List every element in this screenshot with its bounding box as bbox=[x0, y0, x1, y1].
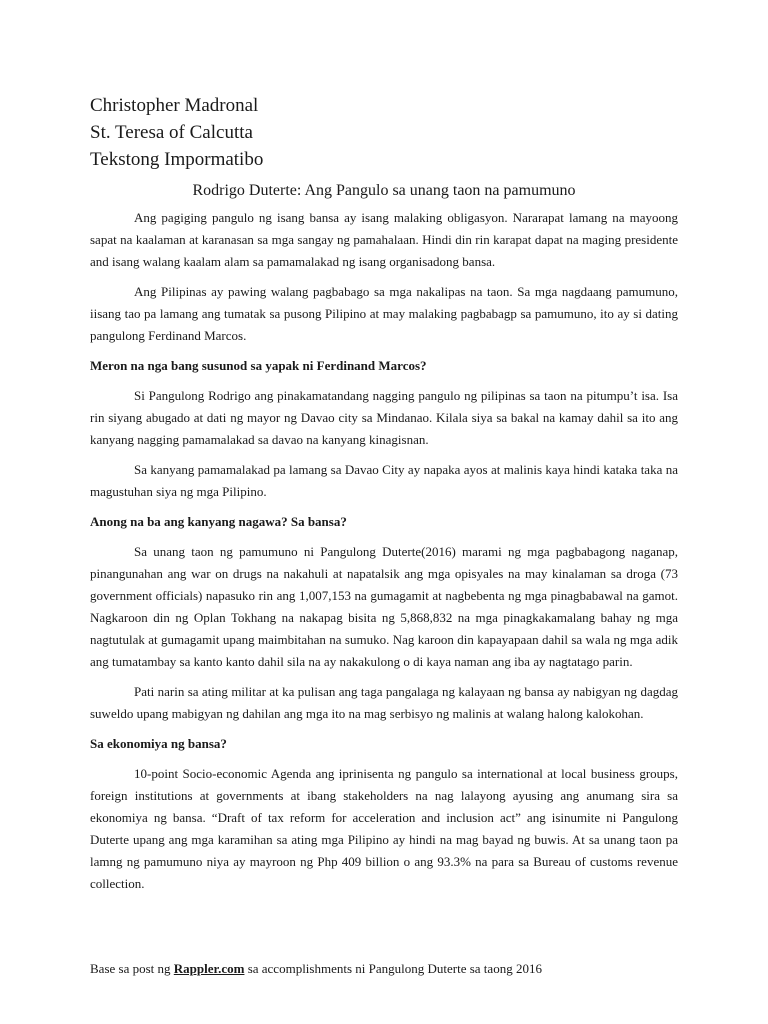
paragraph: Sa unang taon ng pamumuno ni Pangulong Duterte(2016) marami ng mga pagbabagong naganap, pinangunahan ang war on drugs na nakahuli at napatalsik ang mga opisyales na may kinalaman sa droga (73 government officials) napasuko rin ang 1,007,153 na gumagamit at nagbebenta ng mga pinagbabawal na gamot. Nagkaroon din ng Oplan Tokhang na nakapag bisita ng 5,868,832 na mga pinagkakamalang bahay ng mga nagtutulak at gumagamit upang maimbitahan na sumuko. Nag karoon din kapayapaan dahil sa wala ng mga adik ang tumatambay sa kanto kanto dahil sila na ay nakakulong o di kaya naman ang iba ay nagtatago parin. bbox=[90, 544, 678, 669]
footer-prefix: Base sa post ng bbox=[90, 961, 174, 976]
source-footer bbox=[90, 958, 542, 980]
paragraph: Si Pangulong Rodrigo ang pinakamatandang nagging pangulo ng pilipinas sa taon na pitumpu’t isa. Isa rin siyang abugado at dati ng mayor ng Davao city sa Mindanao. Kilala siya sa bakal na kamay dahil sa ito ang kanyang nagging pamamalakad sa davao na kanyang kinagisnan. bbox=[90, 388, 678, 447]
section-heading: Anong na ba ang kanyang nagawa? Sa bansa? bbox=[90, 514, 347, 529]
document-body bbox=[90, 207, 678, 903]
section-heading: Meron na nga bang susunod sa yapak ni Ferdinand Marcos? bbox=[90, 358, 427, 373]
author-name: Christopher Madronal bbox=[90, 95, 259, 116]
footer-suffix: sa accomplishments ni Pangulong Duterte sa taong 2016 bbox=[244, 961, 542, 976]
document-title: Rodrigo Duterte: Ang Pangulo sa unang taon na pamumuno bbox=[192, 182, 576, 199]
paragraph: 10-point Socio-economic Agenda ang iprinisenta ng pangulo sa international at local business groups, foreign institutions at governments at ibang stakeholders na nag lalayong ayusing ang anumang sira sa ekonomiya ng bansa. “Draft of tax reform for acceleration and inclusion act” ang isinumite ni Pangulong Duterte upang ang mga karamihan sa ating mga Pilipino ay hindi na mag bayad ng buwis. At sa unang taon pa lamng ng pamumuno niya ay mayroon ng Php 409 billion o ang 93.3% na para sa Bureau of customs revenue collection. bbox=[90, 766, 678, 891]
paragraph: Sa kanyang pamamalakad pa lamang sa Davao City ay napaka ayos at malinis kaya hindi kataka taka na magustuhan siya ng mga Pilipino. bbox=[90, 462, 678, 499]
section-name: St. Teresa of Calcutta bbox=[90, 122, 253, 143]
paragraph: Ang Pilipinas ay pawing walang pagbabago sa mga nakalipas na taon. Sa mga nagdaang pamumuno, iisang tao pa lamang ang tumatak sa pusong Pilipino at may malaking pagbabagp sa pamumuno, ito ay si dating pangulong Ferdinand Marcos. bbox=[90, 284, 678, 343]
paragraph: Pati narin sa ating militar at ka pulisan ang taga pangalaga ng kalayaan ng bansa ay nabigyan ng dagdag suweldo upang mabigyan ng dahilan ang mga ito na mag serbisyo ng malinis at walang halong kalokohan. bbox=[90, 684, 678, 721]
document-header bbox=[90, 92, 263, 173]
paragraph: Ang pagiging pangulo ng isang bansa ay isang malaking obligasyon. Nararapat lamang na mayoong sapat na kaalaman at karanasan sa mga sangay ng pamahalaan. Hindi din rin karapat dapat na maging presidente and isang walang kaalam alam sa pamamalakad ng isang organisadong bansa. bbox=[90, 210, 678, 269]
source-link[interactable]: Rappler.com bbox=[173, 961, 245, 976]
subject-name: Tekstong Impormatibo bbox=[90, 149, 264, 170]
section-heading: Sa ekonomiya ng bansa? bbox=[90, 736, 227, 751]
